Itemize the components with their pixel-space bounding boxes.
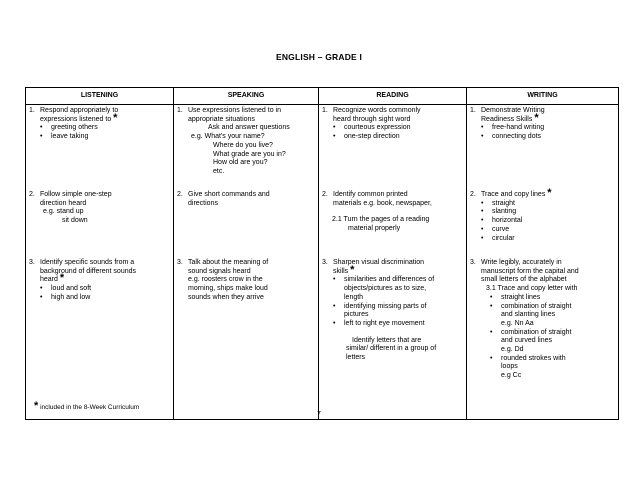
speaking-cell-1: 1. Use expressions listened to in appropriate situations Ask and answer questions e.g. What's your name? Where do you live? What grade are you in? How old are you? etc.	[174, 105, 319, 190]
header-row	[26, 88, 619, 105]
writing-cell-1: 1. Demonstrate Writing Readiness Skills * • free-hand writing • connecting dots	[467, 105, 619, 190]
list-item: • one-step direction	[333, 133, 463, 142]
speaking-cell-2: 2. Give short commands and directions	[174, 189, 319, 257]
asterisk-icon: *	[34, 400, 39, 413]
list-item: • courteous expression	[333, 124, 463, 133]
footnote: * included in the 8-Week Curriculum	[34, 400, 140, 413]
listening-cell-2: 2. Follow simple one-step direction heard e.g. stand up sit down	[26, 189, 174, 257]
table-row	[26, 189, 619, 257]
curriculum-table	[25, 87, 619, 420]
list-item: • horizontal	[481, 217, 615, 226]
list-item: • leave taking	[40, 133, 170, 142]
header-listening: LISTENING	[26, 88, 174, 105]
asterisk-icon: *	[534, 111, 539, 124]
asterisk-icon: *	[350, 263, 355, 276]
list-item: • circular	[481, 235, 615, 244]
list-item: • identifying missing parts of pictures	[333, 303, 463, 320]
reading-cell-1: 1. Recognize words commonly heard through sight word • courteous expression • one-step direction	[319, 105, 467, 190]
list-item: • straight lines	[490, 294, 615, 303]
asterisk-icon: *	[113, 111, 118, 124]
reading-cell-2: 2. Identify common printed materials e.g. book, newspaper, 2.1 Turn the pages of a reading material properly	[319, 189, 467, 257]
header-reading: READING	[319, 88, 467, 105]
writing-cell-2: 2. Trace and copy lines * • straight • slanting • horizontal • curve • circular	[467, 189, 619, 257]
list-item: • slanting	[481, 208, 615, 217]
asterisk-icon: *	[59, 272, 65, 285]
reading-cell-3: 3. Sharpen visual discrimination skills * • similarities and differences of objects/pictures as to size, length • identifying missing parts of pictures • left to right eye movement Identify letters that are similar/ different in a group of letters	[319, 257, 467, 420]
list-item: • high and low	[40, 294, 170, 303]
list-item: • free-hand writing	[481, 124, 615, 133]
list-item: • curve	[481, 226, 615, 235]
page-title: ENGLISH – GRADE I	[275, 52, 363, 62]
page-number: 7	[317, 411, 321, 418]
list-item: • combination of straight and slanting lines e.g. Nn Aa	[490, 303, 615, 329]
speaking-cell-3: 3. Talk about the meaning of sound signals heard e.g. roosters crow in the morning, ships make loud sounds when they arrive	[174, 257, 319, 420]
list-item: • similarities and differences of objects/pictures as to size, length	[333, 276, 463, 302]
list-item: • connecting dots	[481, 133, 615, 142]
list-item: • left to right eye movement	[333, 320, 463, 329]
list-item: • loud and soft	[40, 285, 170, 294]
asterisk-icon: *	[547, 187, 552, 199]
list-item: • combination of straight and curved lines e.g. Dd	[490, 329, 615, 355]
listening-cell-1: 1. Respond appropriately to expressions listened to * • greeting others • leave taking	[26, 105, 174, 190]
writing-cell-3: 3. Write legibly, accurately in manuscript form the capital and small letters of the alphabet 3.1 Trace and copy letter with • straight lines • combination of straight and slanting lines e.g. Nn Aa • combination of straight and curved lines e.g. Dd • rounded strokes with loops e.g Cc	[467, 257, 619, 420]
list-item: • straight	[481, 200, 615, 209]
list-item: • greeting others	[40, 124, 170, 133]
header-writing: WRITING	[467, 88, 619, 105]
table-row	[26, 257, 619, 420]
listening-cell-3: 3. Identify specific sounds from a background of different sounds heard * • loud and soft • high and low * included in the 8-Week Curriculum	[26, 257, 174, 420]
header-speaking: SPEAKING	[174, 88, 319, 105]
table-row	[26, 105, 619, 190]
list-item: • rounded strokes with loops e.g Cc	[490, 355, 615, 381]
